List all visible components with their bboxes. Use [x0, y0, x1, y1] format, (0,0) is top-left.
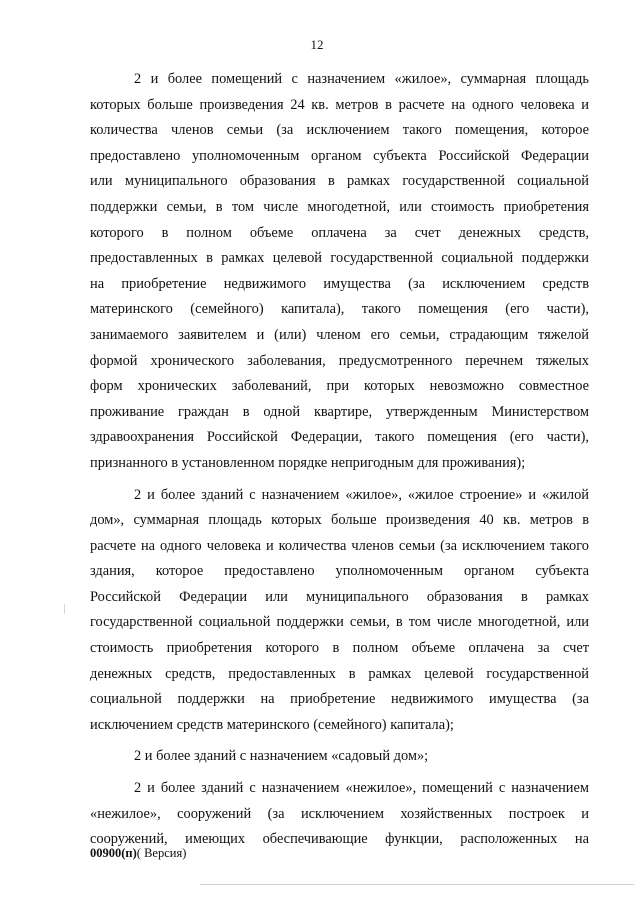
text-line: или муниципального образования в рамках государственной социальной [90, 173, 589, 190]
text-line: 2 и более зданий с назначением «жилое», «жилое строение» и «жилой [134, 486, 589, 503]
text-line: 2 и более зданий с назначением «садовый дом»; [134, 748, 429, 765]
text-line: поддержки семьи, в том числе многодетной, или стоимость приобретения [90, 198, 589, 215]
text-line: сооружений, имеющих обеспечивающие функции, расположенных на [90, 831, 589, 848]
text-line: социальной поддержки на приобретение недвижимого имущества (за [90, 691, 589, 708]
page-number: 12 [310, 37, 324, 52]
text-line: денежных средств, предоставленных в рамках целевой государственной [90, 665, 589, 682]
text-line: «нежилое», сооружений (за исключением хозяйственных построек и [90, 805, 589, 822]
paragraph-residential-buildings [90, 483, 589, 739]
text-line: материнского (семейного) капитала), такого помещения (его части), [90, 301, 589, 318]
text-line: исключением средств материнского (семейного) капитала); [90, 716, 454, 733]
text-line: предоставленных в рамках целевой государственной социальной поддержки [90, 250, 589, 267]
scan-edge-line [200, 884, 634, 885]
text-line: на приобретение недвижимого имущества (за исключением средств [90, 275, 589, 292]
document-version: ( Версия) [136, 846, 187, 860]
document-footer [90, 845, 186, 861]
document-code: 00900(п) [90, 846, 137, 860]
paragraph-garden-houses [90, 744, 589, 770]
scan-margin-mark [64, 604, 65, 614]
text-line: государственной социальной поддержки семьи, в том числе многодетной, или [90, 614, 589, 631]
text-line: 2 и более зданий с назначением «нежилое», помещений с назначением [134, 780, 589, 797]
text-line: предоставлено уполномоченным органом субъекта Российской Федерации [90, 147, 589, 164]
text-line: дом», суммарная площадь которых больше произведения 40 кв. метров в [90, 512, 589, 529]
text-line: формой хронического заболевания, предусмотренного перечнем тяжелых [90, 352, 589, 369]
text-line: расчете на одного человека и количества членов семьи (за исключением такого [90, 537, 589, 554]
text-line: 2 и более помещений с назначением «жилое», суммарная площадь [134, 71, 589, 87]
text-line: здравоохранения Российской Федерации, такого помещения (его части), [90, 429, 589, 446]
paragraph-residential-premises [90, 67, 589, 477]
text-line: форм хронических заболеваний, при которых невозможно совместное [90, 378, 589, 395]
text-line: которых больше произведения 24 кв. метров в расчете на одного человека и [90, 96, 589, 113]
text-line: которого в полном объеме оплачена за счет денежных средств, [90, 224, 589, 241]
text-line: стоимость приобретения которого в полном объеме оплачена за счет [90, 640, 589, 657]
text-line: Российской Федерации или муниципального образования в рамках [90, 588, 589, 605]
document-body [90, 67, 589, 853]
text-line: проживание граждан в одной квартире, утвержденным Министерством [90, 403, 589, 420]
text-line: здания, которое предоставлено уполномоченным органом субъекта [90, 563, 589, 580]
paragraph-non-residential [90, 776, 589, 853]
text-line: количества членов семьи (за исключением такого помещения, которое [90, 122, 589, 139]
text-line: признанного в установленном порядке непригодным для проживания); [90, 454, 526, 471]
text-line: занимаемого заявителем и (или) членом его семьи, страдающим тяжелой [90, 326, 589, 343]
